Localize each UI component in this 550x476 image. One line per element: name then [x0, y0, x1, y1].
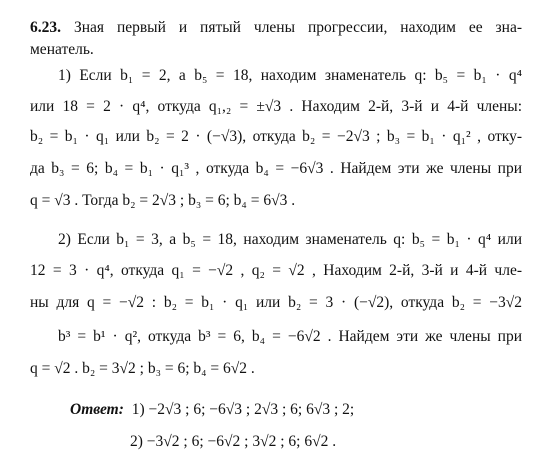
- answer-text: 2) −3√2 ; 6; −6√2 ; 3√2 ; 6; 6√2 .: [130, 433, 337, 450]
- answer-text: 1) −2√3 ; 6; −6√3 ; 2√3 ; 6; 6√3 ; 2;: [131, 401, 355, 418]
- line-text: 1) Если b₁ = 2, а b₅ = 18, находим знаменатель q: b₅ = b₁ · q⁴: [58, 67, 522, 84]
- line-text: Зная первый и пятый члены прогрессии, находим ее зна-: [73, 19, 522, 36]
- text-line: [30, 293, 522, 313]
- line-text: 2) Если b₁ = 3, а b₅ = 18, находим знаменатель q: b₅ = b₁ · q⁴ или: [58, 231, 522, 248]
- text-line: [30, 191, 522, 211]
- line-text: b₂ = b₁ · q₁ или b₂ = 2 · (−√3), откуда b₂ = −2√3 ; b₃ = b₁ · q₁² , отку-: [30, 128, 522, 145]
- text-line: [30, 97, 522, 117]
- line-text: 12 = 3 · q⁴, откуда q₁ = −√2 , q₂ = √2 , Находим 2-й, 3-й и 4-й чле-: [30, 262, 522, 279]
- text-line: [58, 230, 522, 250]
- text-line: [58, 66, 522, 86]
- line-text: q = √2 . b₂ = 3√2 ; b₃ = 6; b₄ = 6√2 .: [30, 360, 255, 377]
- text-line: [30, 261, 522, 281]
- text-line: [30, 359, 522, 379]
- answer-line: [130, 432, 522, 452]
- line-text: да b₃ = 6; b₄ = b₁ · q₁³ , откуда b₄ = −6√3 . Найдем эти же члены при: [30, 160, 522, 177]
- text-line: [30, 40, 522, 60]
- text-line: [30, 159, 522, 179]
- text-line: [58, 327, 522, 347]
- line-text: b³ = b¹ · q², откуда b³ = 6, b₄ = −6√2 . Найдем эти же члены при: [58, 328, 522, 345]
- problem-number: 6.23.: [30, 19, 61, 36]
- line-text: q = √3 . Тогда b₂ = 2√3 ; b₃ = 6; b₄ = 6√3 .: [30, 192, 296, 209]
- line-text: ны для q = −√2 : b₂ = b₁ · q₁ или b₂ = 3 · (−√2), откуда b₂ = −3√2: [30, 294, 522, 311]
- answer-label: Ответ:: [70, 401, 124, 418]
- text-line: [30, 127, 522, 147]
- text-line: [30, 18, 522, 38]
- answer-line: [70, 400, 522, 420]
- line-text: менатель.: [30, 41, 94, 58]
- line-text: или 18 = 2 · q⁴, откуда q₁,₂ = ±√3 . Находим 2-й, 3-й и 4-й члены:: [30, 98, 522, 115]
